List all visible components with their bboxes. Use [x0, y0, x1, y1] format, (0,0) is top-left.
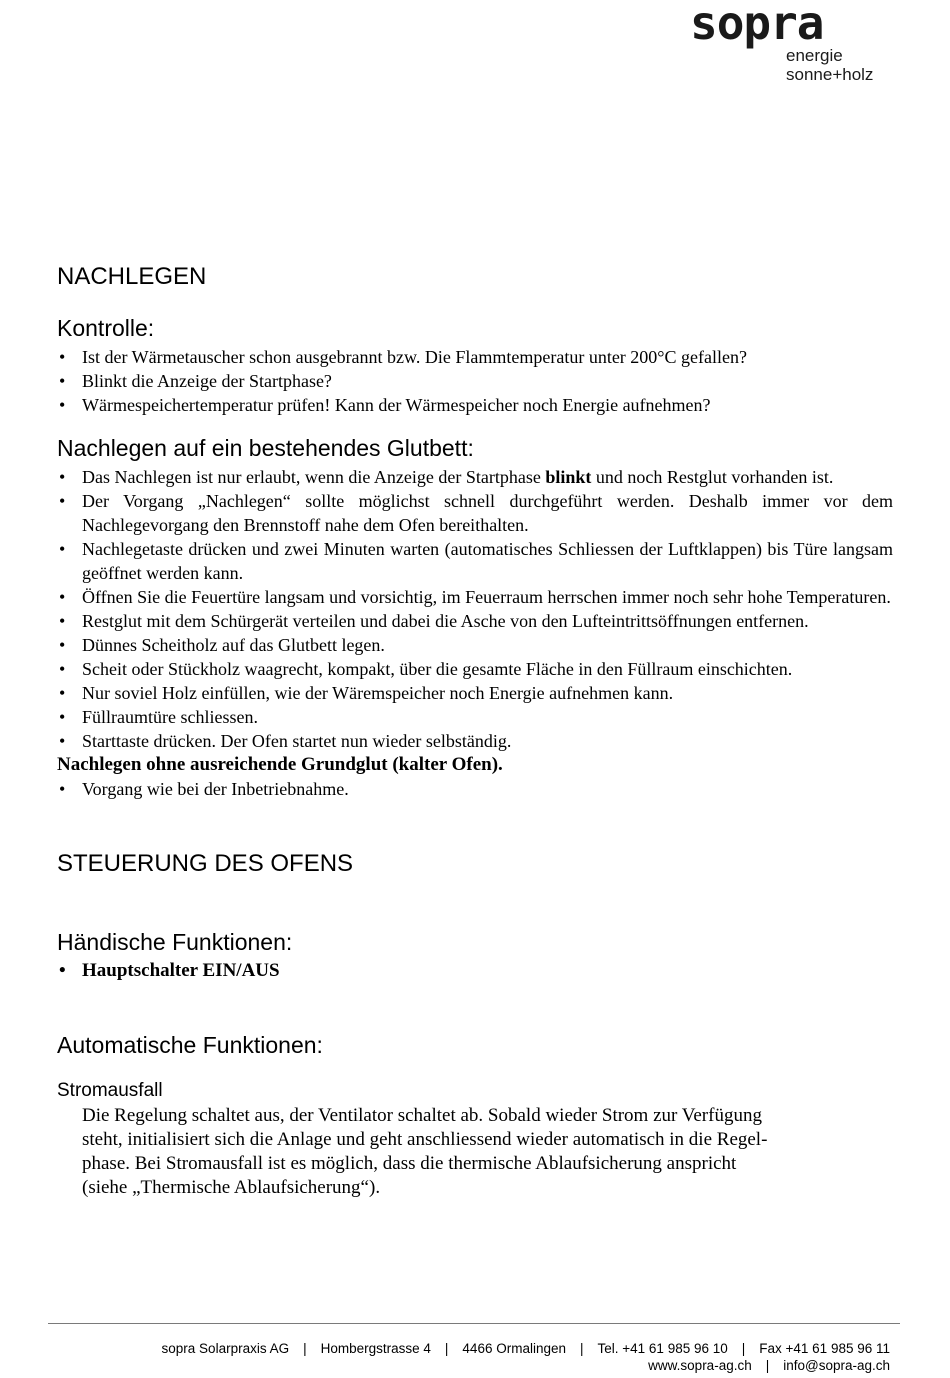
heading-stromausfall: Stromausfall [57, 1080, 163, 1101]
emphasis-text: blinkt [545, 467, 592, 487]
haendische-list [57, 959, 893, 983]
kalter-ofen-list [57, 777, 893, 801]
footer-separator: | [765, 1358, 770, 1373]
glutbett-list [57, 465, 893, 753]
footer-fax: Fax +41 61 985 96 11 [759, 1341, 890, 1356]
footer-tel: Tel. +41 61 985 96 10 [597, 1341, 728, 1356]
list-item: • Der Vorgang „Nachlegen“ sollte möglichst schnell durchgeführt werden. Deshalb immer vor dem Nachlegevorgang den Brennstoff nahe dem Ofen bereithalten. [57, 489, 893, 537]
list-item: • Nachlegetaste drücken und zwei Minuten warten (automatisches Schliessen der Luftklappen) bis Türe langsam geöffnet werden kann. [57, 537, 893, 585]
footer-address-line [162, 1340, 890, 1357]
paragraph-line: Die Regelung schaltet aus, der Ventilator schaltet ab. Sobald wieder Strom zur Verfügung [82, 1105, 762, 1126]
footer-web-line [162, 1357, 890, 1374]
list-item-text: Das Nachlegen ist nur erlaubt, wenn die Anzeige der Startphase [82, 467, 546, 487]
company-logo [690, 0, 890, 84]
list-item: • Dünnes Scheitholz auf das Glutbett legen. [57, 633, 893, 657]
footer-website[interactable]: www.sopra-ag.ch [648, 1358, 752, 1373]
logo-tagline-2: sonne+holz [786, 65, 874, 84]
list-item: • Starttaste drücken. Der Ofen startet nun wieder selbständig. [57, 729, 893, 753]
heading-automatische-funktionen: Automatische Funktionen: [57, 1032, 323, 1058]
footer-separator: | [444, 1341, 449, 1356]
list-item: • Vorgang wie bei der Inbetriebnahme. [57, 777, 893, 801]
heading-kalter-ofen: Nachlegen ohne ausreichende Grundglut (kalter Ofen). [57, 754, 503, 775]
list-item: • Ist der Wärmetauscher schon ausgebrannt bzw. Die Flammtemperatur unter 200°C gefallen? [57, 345, 893, 369]
list-item: • Hauptschalter EIN/AUS [57, 959, 893, 983]
list-item: • Füllraumtüre schliessen. [57, 705, 893, 729]
heading-kontrolle: Kontrolle: [57, 315, 155, 341]
paragraph-line: (siehe „Thermische Ablaufsicherung“). [82, 1177, 381, 1198]
heading-steuerung: STEUERUNG DES OFENS [57, 850, 354, 877]
list-item-text: und noch Restglut vorhanden ist. [591, 467, 834, 487]
footer-company: sopra Solarpraxis AG [161, 1341, 290, 1356]
footer-city: 4466 Ormalingen [462, 1341, 566, 1356]
footer-email[interactable]: info@sopra-ag.ch [783, 1358, 890, 1373]
footer-divider [48, 1323, 900, 1324]
list-item: • Nur soviel Holz einfüllen, wie der Wäremspeicher noch Energie aufnehmen kann. [57, 681, 893, 705]
footer-separator: | [580, 1341, 584, 1356]
paragraph-line: steht, initialisiert sich die Anlage und geht anschliessend wieder automatisch in die Regel- [82, 1129, 768, 1150]
list-item: • Öffnen Sie die Feuertüre langsam und vorsichtig, im Feuerraum herrschen immer noch sehr hohe Temperaturen. [57, 585, 893, 609]
footer-separator: | [741, 1341, 746, 1356]
list-item: • Scheit oder Stückholz waagrecht, kompakt, über die gesamte Fläche in den Füllraum einschichten. [57, 657, 893, 681]
list-item: • Wärmespeichertemperatur prüfen! Kann der Wärmespeicher noch Energie aufnehmen? [57, 393, 893, 417]
footer-separator: | [303, 1341, 307, 1356]
heading-glutbett: Nachlegen auf ein bestehendes Glutbett: [57, 435, 474, 461]
list-item: • Blinkt die Anzeige der Startphase? [57, 369, 893, 393]
kontrolle-list [57, 345, 893, 417]
logo-tagline-1: energie [786, 46, 843, 65]
list-item [57, 465, 893, 489]
heading-nachlegen: NACHLEGEN [57, 263, 207, 290]
stromausfall-paragraph [57, 1104, 842, 1200]
footer [162, 1340, 890, 1374]
heading-haendische-funktionen: Händische Funktionen: [57, 929, 293, 955]
paragraph-line: phase. Bei Stromausfall ist es möglich, dass die thermische Ablaufsicherung anspricht [82, 1153, 737, 1174]
list-item: • Restglut mit dem Schürgerät verteilen und dabei die Asche von den Lufteintrittsöffnungen entfernen. [57, 609, 893, 633]
footer-street: Hombergstrasse 4 [320, 1341, 431, 1356]
document-body [57, 258, 893, 1200]
logo-wordmark: sopra [690, 0, 824, 50]
